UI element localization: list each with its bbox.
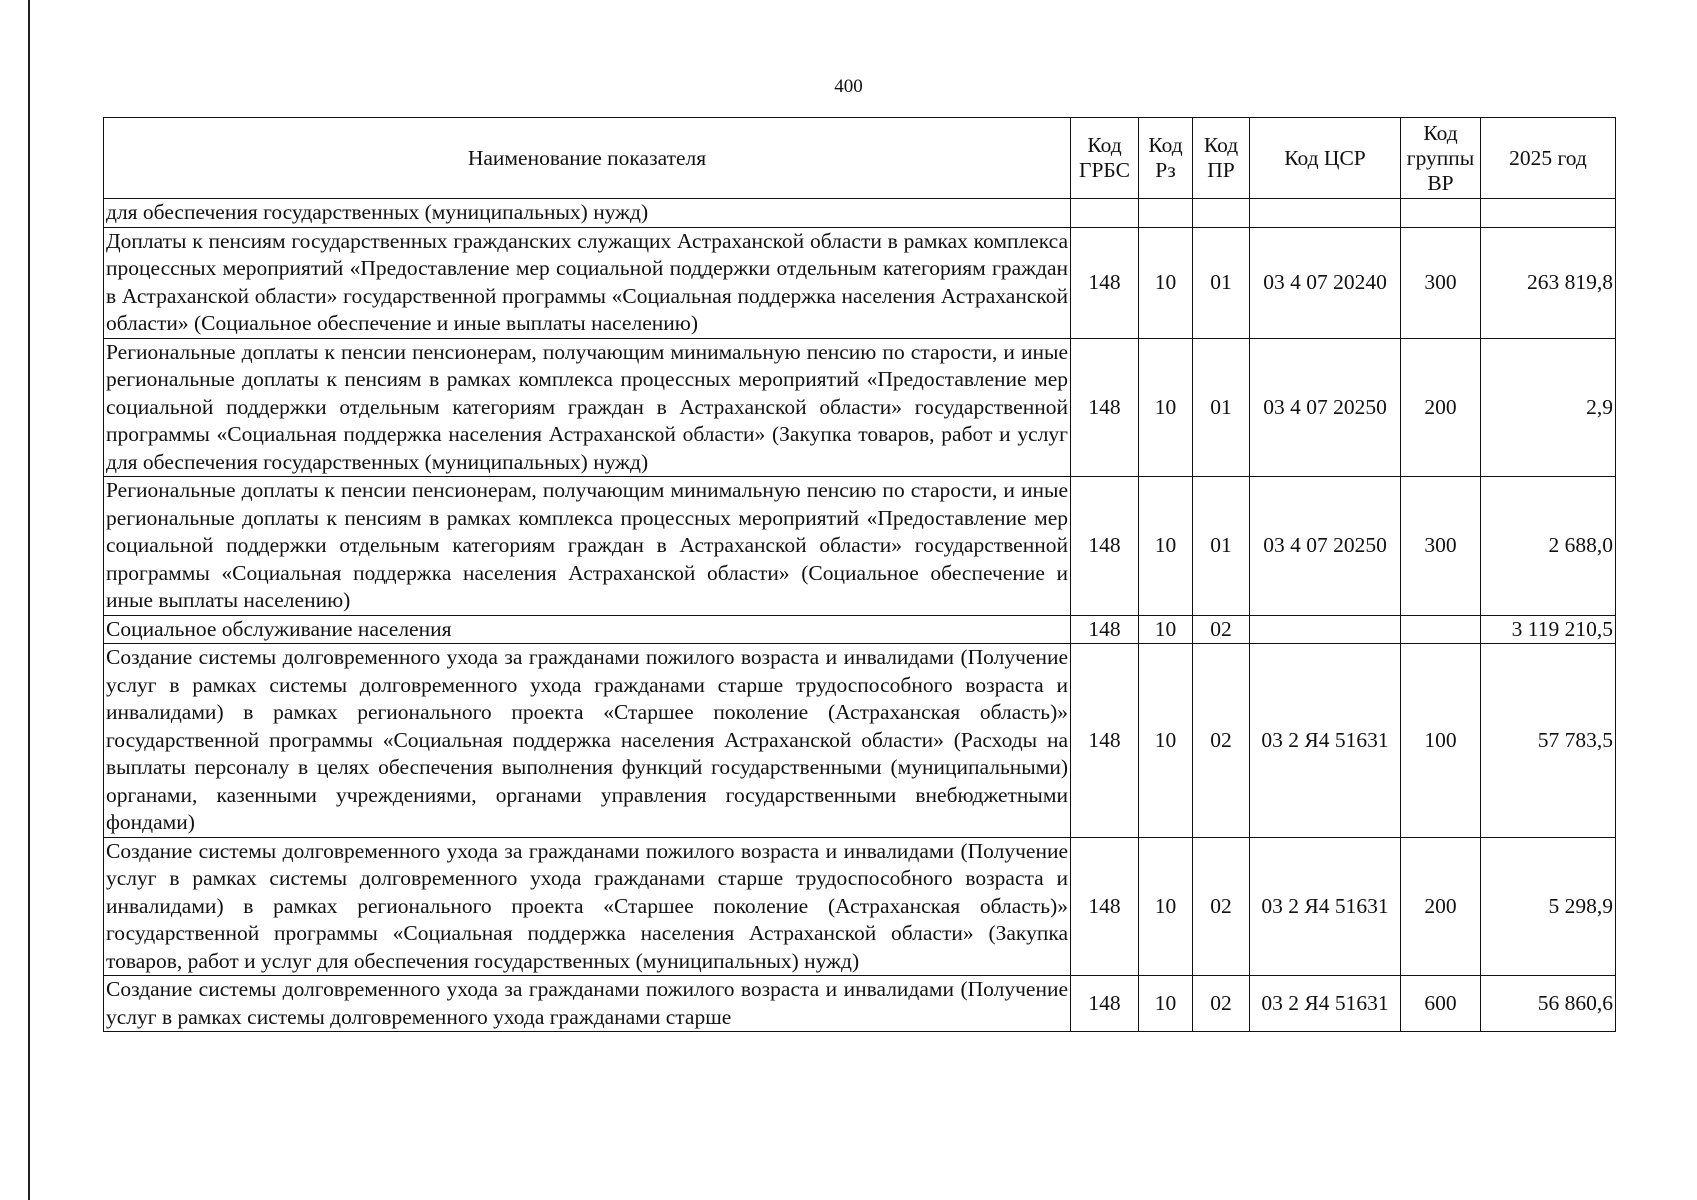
row-sum	[1481, 199, 1616, 228]
table-header-row	[104, 118, 1616, 199]
row-pr: 02	[1193, 644, 1250, 838]
row-name: Доплаты к пенсиям государственных гражданских служащих Астраханской области в рамках комплекса процессных мероприятий «Предоставление мер социальной поддержки отдельным категориям граждан в Астраханской области» государственной программы «Социальная поддержка населения Астраханской области» (Социальное обеспечение и иные выплаты населению)	[104, 227, 1071, 338]
row-grbs: 148	[1071, 644, 1139, 838]
row-csr: 03 4 07 20250	[1250, 338, 1401, 477]
row-grbs	[1071, 199, 1139, 228]
row-rz: 10	[1139, 227, 1193, 338]
row-csr: 03 2 Я4 51631	[1250, 644, 1401, 838]
row-csr: 03 4 07 20240	[1250, 227, 1401, 338]
table-row	[104, 199, 1616, 228]
row-pr	[1193, 199, 1250, 228]
row-name: Региональные доплаты к пенсии пенсионерам, получающим минимальную пенсию по старости, и иные региональные доплаты к пенсиям в рамках комплекса процессных мероприятий «Предоставление мер социальной поддержки отдельным категориям граждан в Астраханской области» государственной программы «Социальная поддержка населения Астраханской области» (Закупка товаров, работ и услуг для обеспечения государственных (муниципальных) нужд)	[104, 338, 1071, 477]
row-name: для обеспечения государственных (муниципальных) нужд)	[104, 199, 1071, 228]
row-sum: 3 119 210,5	[1481, 615, 1616, 644]
header-name: Наименование показателя	[104, 118, 1071, 199]
table-row	[104, 227, 1616, 338]
header-csr: Код ЦСР	[1250, 118, 1401, 199]
row-sum: 56 860,6	[1481, 976, 1616, 1032]
row-grbs: 148	[1071, 615, 1139, 644]
row-csr: 03 4 07 20250	[1250, 477, 1401, 616]
row-vr: 600	[1401, 976, 1481, 1032]
scan-edge-line	[28, 0, 30, 1200]
row-csr	[1250, 615, 1401, 644]
row-grbs: 148	[1071, 976, 1139, 1032]
table-row	[104, 644, 1616, 838]
row-sum: 263 819,8	[1481, 227, 1616, 338]
row-name: Социальное обслуживание населения	[104, 615, 1071, 644]
row-pr: 01	[1193, 338, 1250, 477]
row-grbs: 148	[1071, 338, 1139, 477]
row-pr: 02	[1193, 615, 1250, 644]
row-csr: 03 2 Я4 51631	[1250, 976, 1401, 1032]
row-name: Создание системы долговременного ухода за гражданами пожилого возраста и инвалидами (Получение услуг в рамках системы долговременного ухода гражданами старше трудоспособного возраста и инвалидами) в рамках регионального проекта «Старшее поколение (Астраханская область)» государственной программы «Социальная поддержка населения Астраханской области» (Закупка товаров, работ и услуг для обеспечения государственных (муниципальных) нужд)	[104, 837, 1071, 976]
budget-table	[103, 117, 1616, 1032]
row-grbs: 148	[1071, 227, 1139, 338]
row-sum: 57 783,5	[1481, 644, 1616, 838]
row-sum: 5 298,9	[1481, 837, 1616, 976]
row-pr: 02	[1193, 837, 1250, 976]
row-sum: 2 688,0	[1481, 477, 1616, 616]
table-row	[104, 976, 1616, 1032]
row-vr: 300	[1401, 227, 1481, 338]
table-row	[104, 837, 1616, 976]
row-rz: 10	[1139, 338, 1193, 477]
header-pr: Код ПР	[1193, 118, 1250, 199]
table-row	[104, 477, 1616, 616]
page-number: 400	[834, 76, 863, 97]
row-pr: 01	[1193, 477, 1250, 616]
row-rz: 10	[1139, 615, 1193, 644]
row-rz: 10	[1139, 644, 1193, 838]
row-sum: 2,9	[1481, 338, 1616, 477]
row-csr	[1250, 199, 1401, 228]
row-grbs: 148	[1071, 477, 1139, 616]
row-vr: 200	[1401, 338, 1481, 477]
row-name: Создание системы долговременного ухода за гражданами пожилого возраста и инвалидами (Получение услуг в рамках системы долговременного ухода гражданами старше	[104, 976, 1071, 1032]
row-vr: 300	[1401, 477, 1481, 616]
header-rz: Код Рз	[1139, 118, 1193, 199]
row-vr	[1401, 615, 1481, 644]
header-sum: 2025 год	[1481, 118, 1616, 199]
header-grbs: Код ГРБС	[1071, 118, 1139, 199]
row-pr: 02	[1193, 976, 1250, 1032]
table-row	[104, 615, 1616, 644]
row-rz	[1139, 199, 1193, 228]
table-row	[104, 338, 1616, 477]
row-pr: 01	[1193, 227, 1250, 338]
row-grbs: 148	[1071, 837, 1139, 976]
row-vr	[1401, 199, 1481, 228]
row-csr: 03 2 Я4 51631	[1250, 837, 1401, 976]
header-vr: Код группы ВР	[1401, 118, 1481, 199]
row-vr: 100	[1401, 644, 1481, 838]
row-rz: 10	[1139, 976, 1193, 1032]
row-name: Региональные доплаты к пенсии пенсионерам, получающим минимальную пенсию по старости, и иные региональные доплаты к пенсиям в рамках комплекса процессных мероприятий «Предоставление мер социальной поддержки отдельным категориям граждан в Астраханской области» государственной программы «Социальная поддержка населения Астраханской области» (Социальное обеспечение и иные выплаты населению)	[104, 477, 1071, 616]
row-name: Создание системы долговременного ухода за гражданами пожилого возраста и инвалидами (Получение услуг в рамках системы долговременного ухода гражданами старше трудоспособного возраста и инвалидами) в рамках регионального проекта «Старшее поколение (Астраханская область)» государственной программы «Социальная поддержка населения Астраханской области» (Расходы на выплаты персоналу в целях обеспечения выполнения функций государственными (муниципальными) органами, казенными учреждениями, органами управления государственными внебюджетными фондами)	[104, 644, 1071, 838]
row-vr: 200	[1401, 837, 1481, 976]
row-rz: 10	[1139, 477, 1193, 616]
row-rz: 10	[1139, 837, 1193, 976]
